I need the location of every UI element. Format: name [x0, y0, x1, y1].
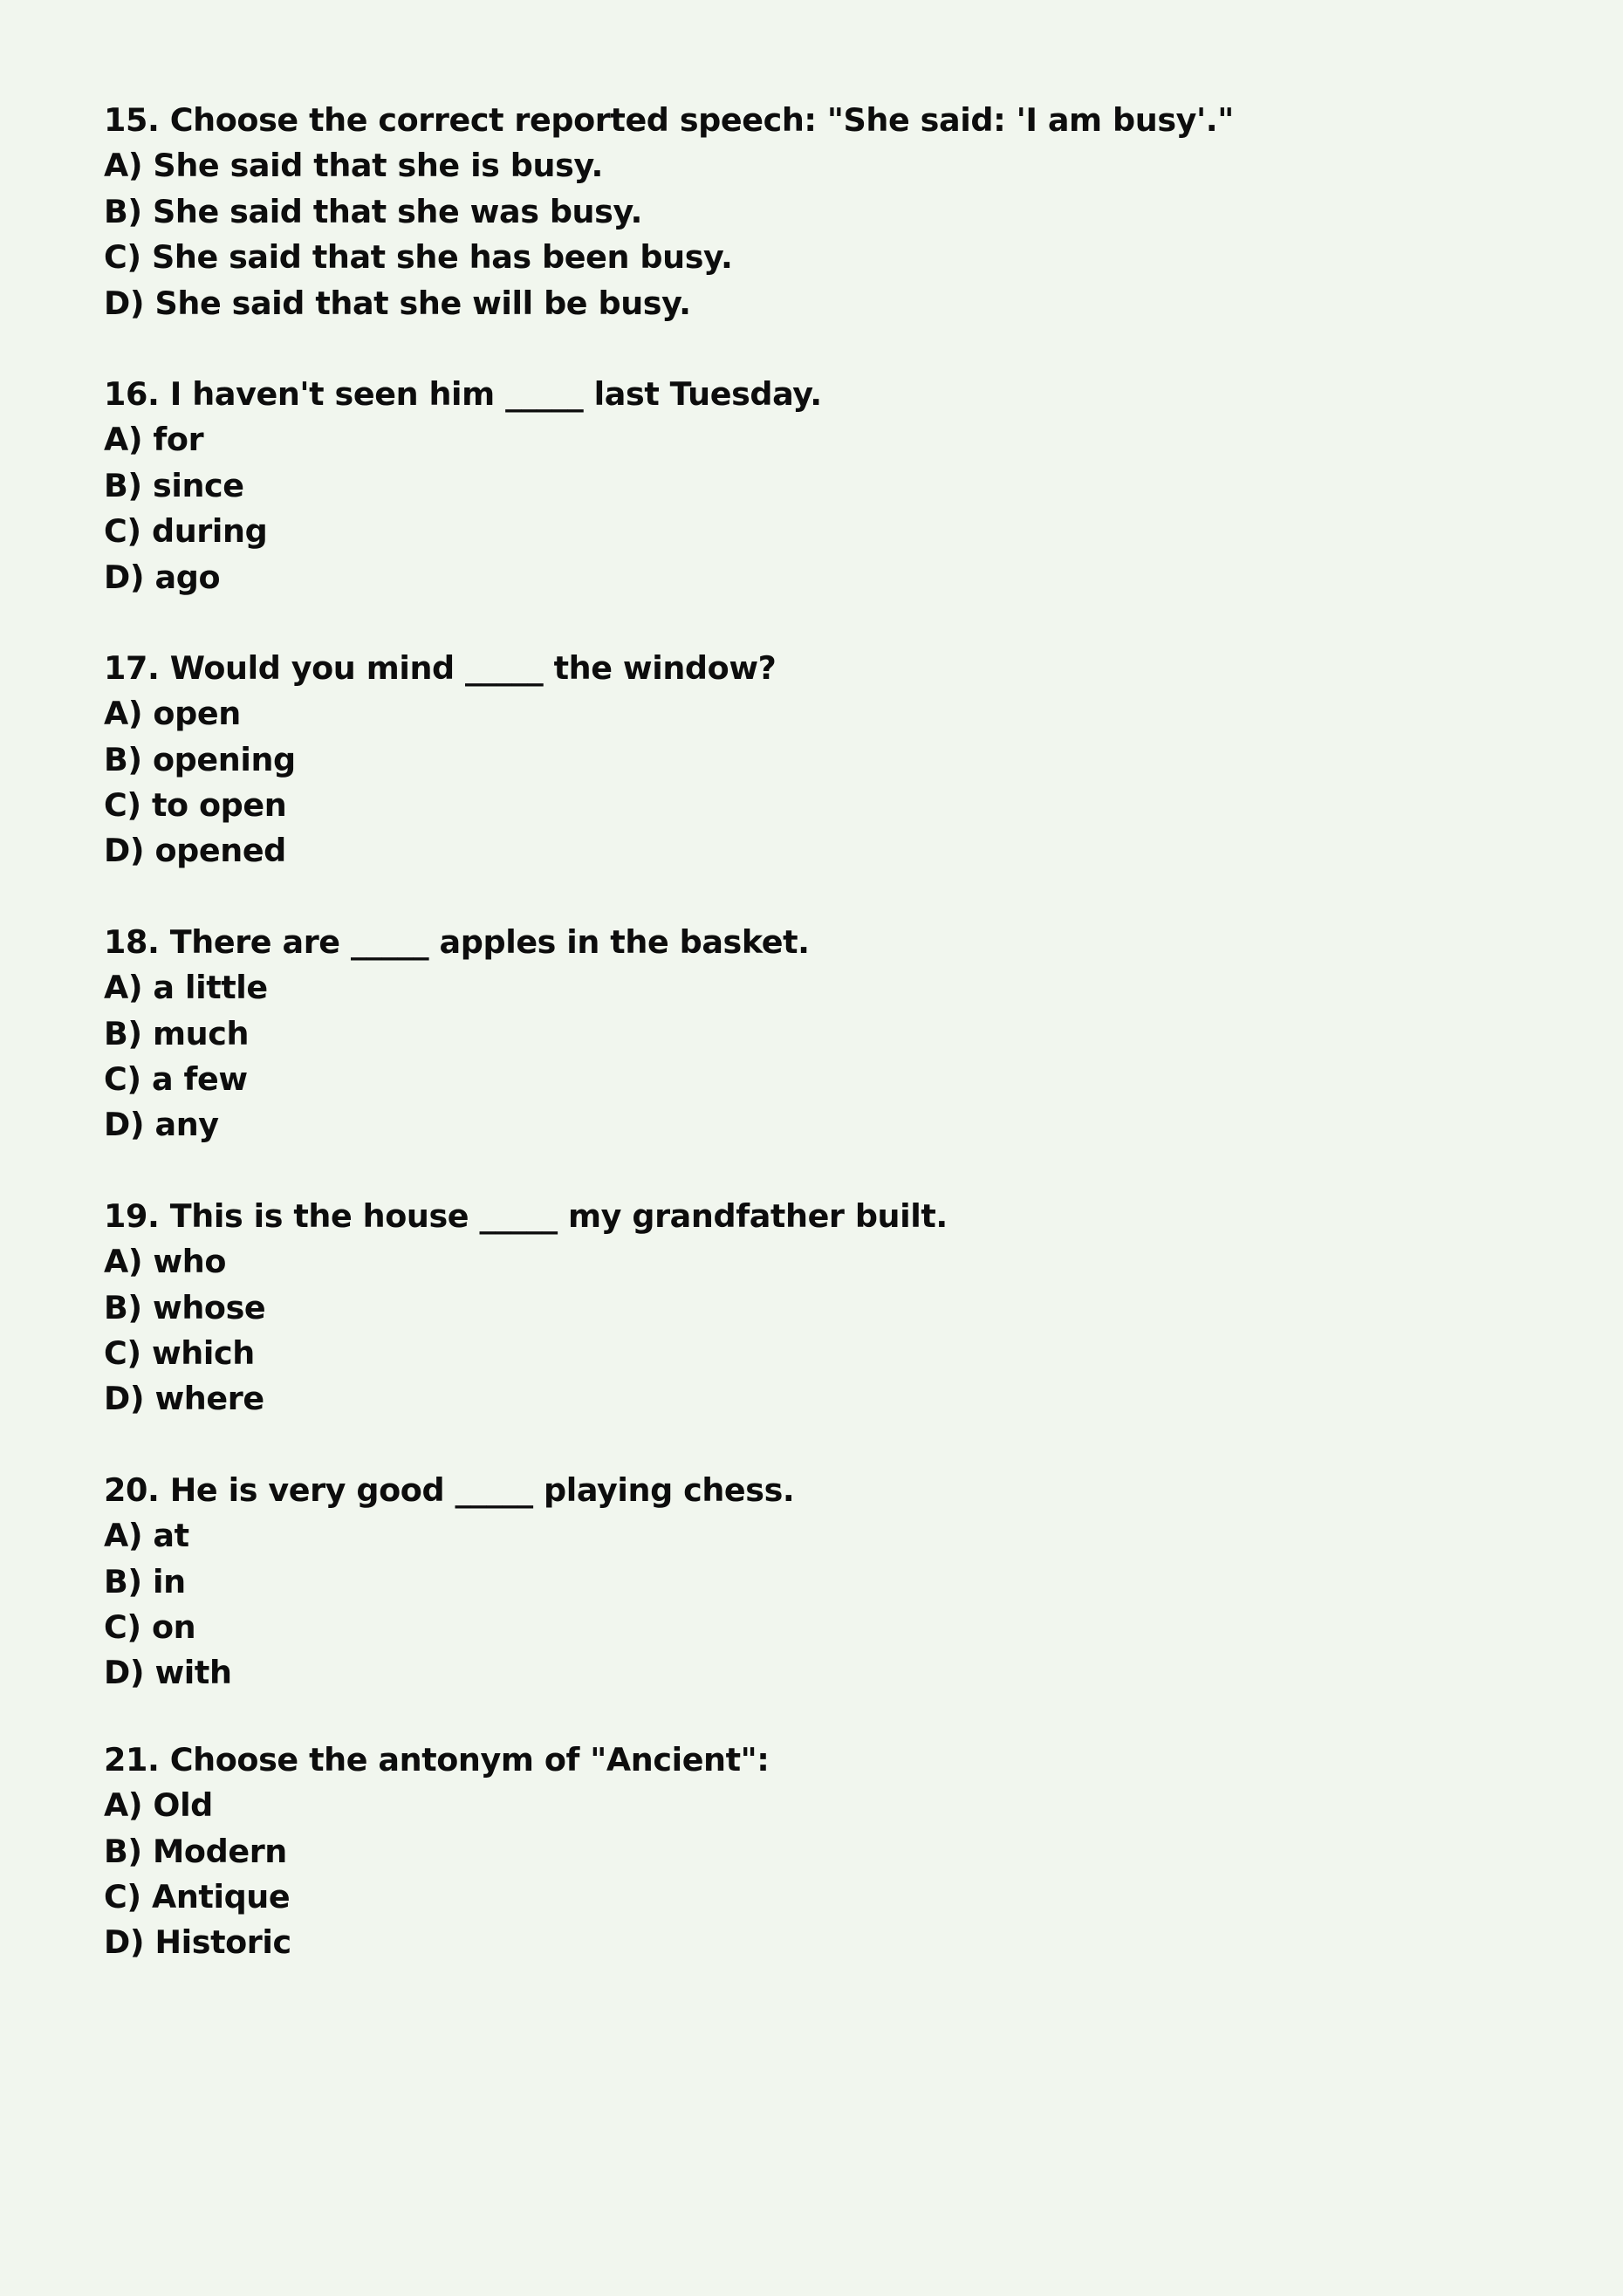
question-18	[104, 920, 1535, 1148]
answer-option-b: B) much	[104, 1014, 250, 1052]
answer-option-b: B) opening	[104, 740, 296, 778]
answer-option-c: C) during	[104, 512, 268, 551]
answer-option-c: C) a few	[104, 1060, 248, 1099]
answer-option-a: A) for	[104, 421, 204, 459]
answer-option-d: D) opened	[104, 832, 286, 870]
question-stem: 17. Would you mind _____ the window?	[104, 648, 777, 687]
answer-option-a: A) Old	[104, 1786, 213, 1825]
question-stem: 16. I haven't seen him _____ last Tuesday.	[104, 374, 822, 413]
worksheet-page	[104, 98, 1535, 2012]
question-16	[104, 372, 1535, 600]
question-stem: 21. Choose the antonym of "Ancient":	[104, 1740, 770, 1779]
answer-option-b: B) She said that she was busy.	[104, 192, 642, 230]
answer-option-b: B) whose	[104, 1288, 266, 1326]
answer-option-a: A) at	[104, 1517, 189, 1555]
answer-option-a: A) a little	[104, 969, 268, 1007]
question-20	[104, 1468, 1535, 1696]
answer-option-a: A) She said that she is busy.	[104, 147, 603, 185]
question-stem: 20. He is very good _____ playing chess.	[104, 1470, 795, 1509]
answer-option-d: D) any	[104, 1106, 219, 1144]
question-15	[104, 98, 1535, 326]
answer-option-d: D) where	[104, 1380, 264, 1418]
answer-option-c: C) Antique	[104, 1877, 291, 1916]
answer-option-a: A) who	[104, 1243, 227, 1281]
question-stem: 18. There are _____ apples in the basket.	[104, 922, 810, 961]
answer-option-b: B) since	[104, 466, 244, 504]
answer-option-d: D) ago	[104, 558, 221, 596]
answer-option-d: D) Historic	[104, 1923, 291, 1962]
answer-option-c: C) She said that she has been busy.	[104, 238, 733, 277]
answer-option-b: B) Modern	[104, 1832, 287, 1870]
answer-option-c: C) on	[104, 1607, 196, 1646]
answer-option-c: C) to open	[104, 786, 287, 825]
question-21	[104, 1737, 1535, 1966]
question-19	[104, 1194, 1535, 1422]
question-stem: 19. This is the house _____ my grandfather built.	[104, 1196, 948, 1235]
answer-option-d: D) She said that she will be busy.	[104, 284, 691, 322]
answer-option-d: D) with	[104, 1654, 232, 1692]
question-stem: 15. Choose the correct reported speech: "She said: 'I am busy'."	[104, 101, 1234, 139]
question-17	[104, 646, 1535, 874]
answer-option-b: B) in	[104, 1562, 186, 1600]
answer-option-a: A) open	[104, 695, 241, 733]
answer-option-c: C) which	[104, 1333, 255, 1372]
